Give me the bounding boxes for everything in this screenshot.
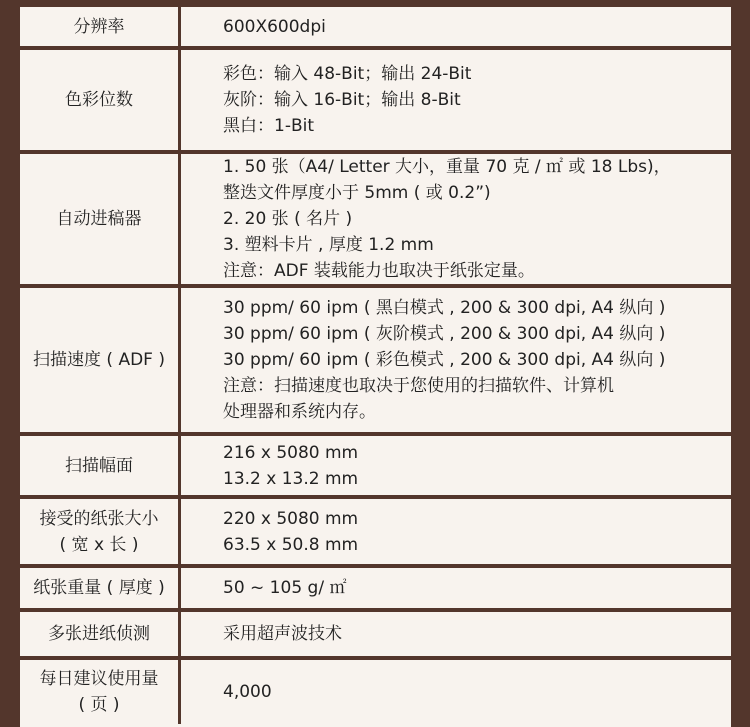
table-row [20,497,731,566]
table-row [20,610,731,658]
table-row [20,286,731,434]
table-row [20,434,731,497]
spec-table [20,7,731,724]
spec-value: 4,000 [223,682,272,702]
spec-value: 采用超声波技术 [180,610,732,658]
spec-label: 扫描速度 ( ADF ) [20,286,180,434]
right-border [731,0,750,727]
spec-label: 每日建议使用量 ( 页 ) [20,658,180,724]
table-row [20,7,731,48]
spec-label: 接受的纸张大小 ( 宽 x 长 ) [20,497,180,566]
spec-label: 自动进稿器 [20,152,180,286]
spec-value: 216 x 5080 mm 13.2 x 13.2 mm [180,434,732,497]
table-row [20,48,731,152]
spec-label: 扫描幅面 [20,434,180,497]
spec-value: 50 ~ 105 g/ ㎡ [180,566,732,610]
spec-value: 30 ppm/ 60 ipm ( 黑白模式 , 200 & 300 dpi, A4 纵向 ) 30 ppm/ 60 ipm ( 灰阶模式 , 200 & 300 dpi, A4 纵向 ) 30 ppm/ 60 ipm ( 彩色模式 , 200 & 300 dpi, A4 纵向 ) 注意：扫描速度也取决于您使用的扫描软件、计算机 处理器和系统内存。 [180,286,732,434]
spec-label: 多张进纸侦测 [20,610,180,658]
spec-label: 色彩位数 [20,48,180,152]
table-row [20,566,731,610]
left-border [0,0,20,727]
spec-value: 彩色：输入 48-Bit；输出 24-Bit 灰阶：输入 16-Bit；输出 8-Bit 黑白：1-Bit [180,48,732,152]
spec-value: 600X600dpi [180,7,732,48]
top-border [0,0,750,7]
spec-value: 220 x 5080 mm 63.5 x 50.8 mm [180,497,732,566]
spec-value: 1. 50 张（A4/ Letter 大小，重量 70 克 / ㎡ 或 18 Lbs)， 整迭文件厚度小于 5mm ( 或 0.2”) 2. 20 张 ( 名片 ) 3. 塑料卡片 , 厚度 1.2 mm 注意：ADF 装载能力也取决于纸张定量。 [180,152,732,286]
table-row [20,658,731,724]
table-row [20,152,731,286]
spec-label: 分辨率 [20,7,180,48]
spec-label: 纸张重量 ( 厚度 ) [20,566,180,610]
